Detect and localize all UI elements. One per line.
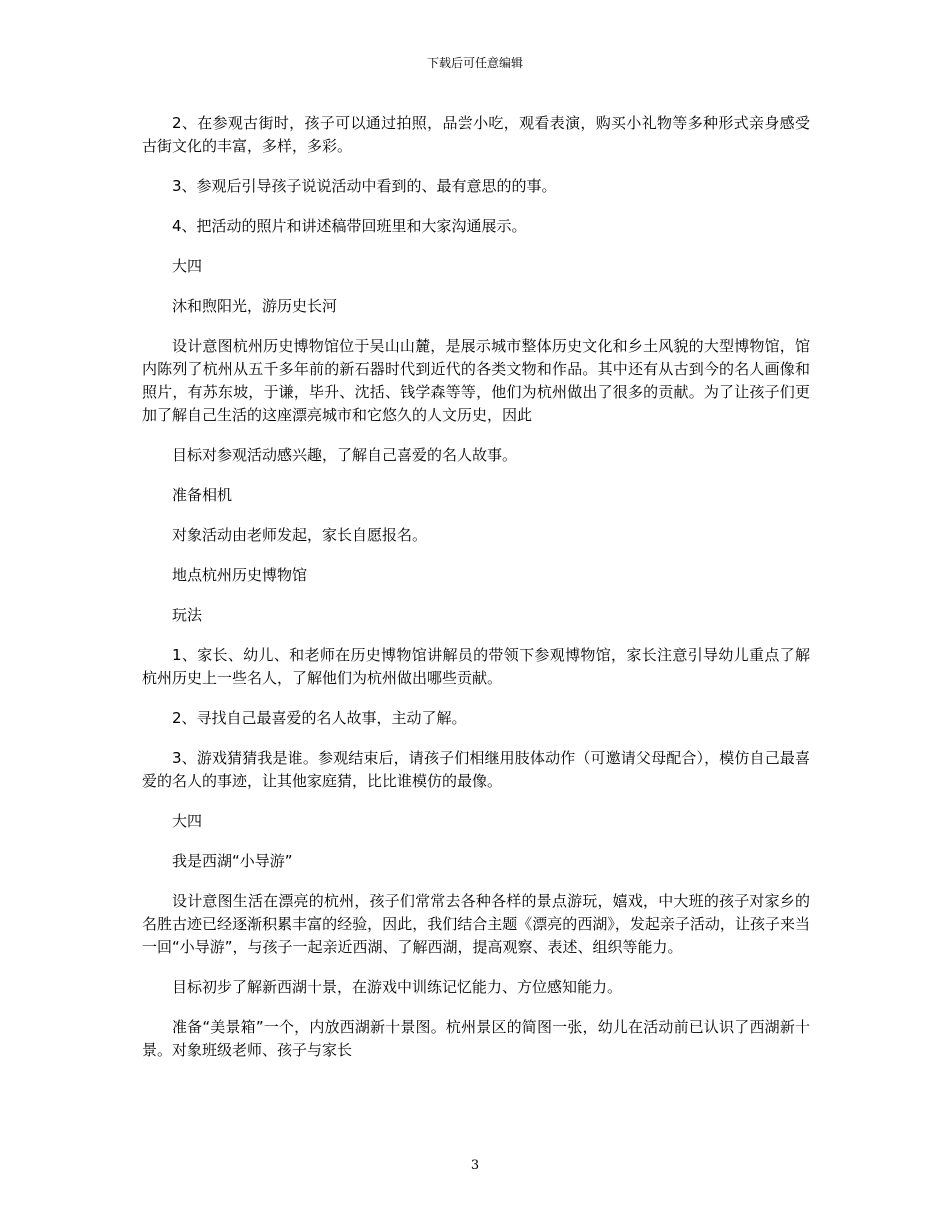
- paragraph: 玩法: [172, 606, 203, 624]
- section-heading: 大四: [172, 257, 203, 275]
- section-heading: 大四: [172, 812, 203, 830]
- page-header: 下载后可任意编辑: [426, 56, 523, 70]
- document-body: [142, 112, 810, 1079]
- paragraph: 2、在参观古街时，孩子可以通过拍照，品尝小吃，观看表演，购买小礼物等多种形式亲身感受古街文化的丰富，多样，多彩。: [142, 114, 810, 155]
- page-number: 3: [470, 1158, 480, 1173]
- paragraph: 对象活动由老师发起，家长自愿报名。: [172, 526, 428, 544]
- paragraph: 设计意图杭州历史博物馆位于吴山山麓，是展示城市整体历史文化和乡土风貌的大型博物馆，馆内陈列了杭州从五千多年前的新石器时代到近代的各类文物和作品。其中还有从古到今的名人画像和照片，有苏东坡，于谦，毕升、沈括、钱学森等等，他们为杭州做出了很多的贡献。为了让孩子们更加了解自己生活的这座漂亮城市和它悠久的人文历史，因此: [142, 337, 810, 424]
- paragraph: 目标对参观活动感兴趣，了解自己喜爱的名人故事。: [172, 446, 518, 464]
- activity-title: 沐和煦阳光，游历史长河: [172, 297, 338, 315]
- paragraph: 2、寻找自己最喜爱的名人故事，主动了解。: [172, 709, 467, 727]
- paragraph: 地点杭州历史博物馆: [172, 566, 308, 584]
- paragraph: 3、游戏猜猜我是谁。参观结束后，请孩子们相继用肢体动作（可邀请父母配合），模仿自己最喜爱的名人的事迹，让其他家庭猜，比比谁模仿的最像。: [142, 749, 810, 790]
- paragraph: 目标初步了解新西湖十景，在游戏中训练记忆能力、方位感知能力。: [172, 978, 623, 996]
- activity-title: 我是西湖“小导游”: [172, 852, 293, 870]
- paragraph: 1、家长、幼儿、和老师在历史博物馆讲解员的带领下参观博物馆，家长注意引导幼儿重点了解杭州历史上一些名人，了解他们为杭州做出哪些贡献。: [142, 646, 810, 687]
- paragraph: 4、把活动的照片和讲述稿带回班里和大家沟通展示。: [172, 217, 527, 235]
- paragraph: 准备“美景箱”一个，内放西湖新十景图。杭州景区的简图一张，幼儿在活动前已认识了西湖新十景。对象班级老师、孩子与家长: [142, 1018, 810, 1059]
- paragraph: 准备相机: [172, 486, 233, 504]
- paragraph: 3、参观后引导孩子说说活动中看到的、最有意思的的事。: [172, 177, 557, 195]
- paragraph: 设计意图生活在漂亮的杭州，孩子们常常去各种各样的景点游玩，嬉戏，中大班的孩子对家乡的名胜古迹已经逐渐积累丰富的经验，因此，我们结合主题《漂亮的西湖》，发起亲子活动，让孩子来当一回“小导游”，与孩子一起亲近西湖、了解西湖，提高观察、表述、组织等能力。: [142, 892, 810, 956]
